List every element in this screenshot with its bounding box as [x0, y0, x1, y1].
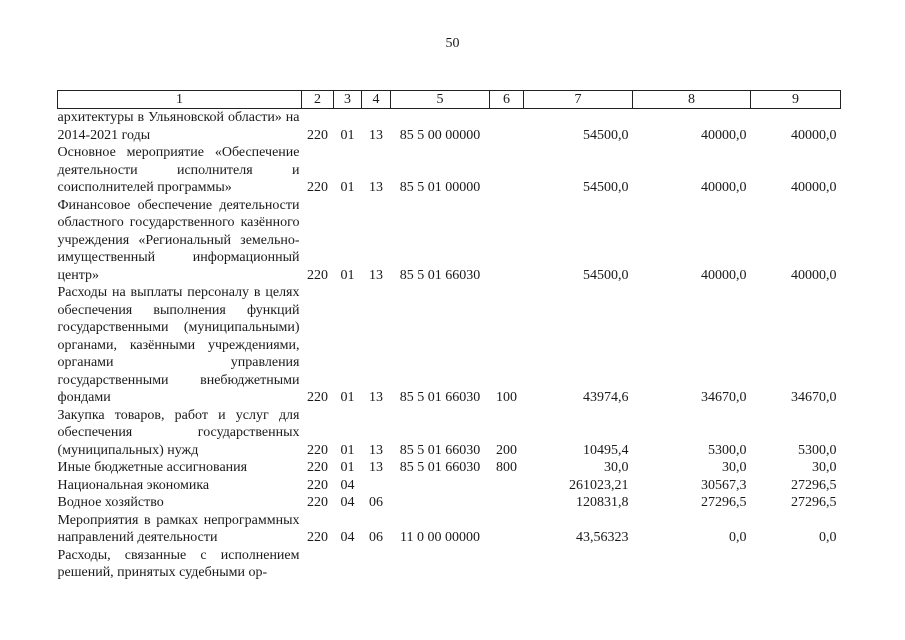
row-amount-9: 0,0 — [819, 530, 837, 545]
row-expense-type: 200 — [496, 442, 517, 458]
row-section-code — [334, 547, 362, 582]
table-row — [58, 144, 841, 197]
row-name: Основное мероприятие «Обеспечение деятельности исполнителя и соисполнителей программы» — [57, 145, 300, 195]
row-subsection-code: 13 — [369, 267, 383, 283]
row-section-code: 01 — [340, 267, 355, 283]
row-target-code: 85 5 01 66030 — [399, 390, 481, 405]
header-col-4: 4 — [362, 91, 391, 109]
row-amount-9: 34670,0 — [791, 390, 837, 405]
header-col-6: 6 — [490, 91, 524, 109]
row-subsection-code: 13 — [369, 127, 383, 143]
row-target-code — [391, 494, 490, 512]
row-expense-type — [490, 547, 524, 582]
row-name: Иные бюджетные ассигнования — [57, 460, 248, 475]
table-row — [58, 109, 841, 145]
row-subsection-code: 13 — [369, 442, 383, 458]
row-amount-8: 30567,3 — [701, 477, 747, 493]
row-target-code: 11 0 00 00000 — [400, 530, 480, 545]
row-ministry-code: 220 — [307, 180, 328, 195]
row-ministry-code: 220 — [307, 442, 328, 458]
row-name: Расходы на выплаты персоналу в целях обеспечения выполнения функций государственными (муниципальными) органами, казёнными учреждениями, органами управления государственными внебюджетными фондами — [57, 285, 300, 405]
row-amount-9: 5300,0 — [798, 442, 837, 458]
row-target-code: 85 5 01 00000 — [399, 180, 481, 195]
header-row — [58, 91, 841, 109]
row-section-code: 01 — [340, 460, 355, 475]
row-expense-type — [490, 197, 524, 285]
row-name: Финансовое обеспечение деятельности областного государственного казённого учреждения «Региональный земельно-имущественный информационный центр» — [57, 197, 300, 283]
row-subsection-code: 06 — [369, 530, 383, 545]
row-amount-8: 27296,5 — [701, 495, 747, 510]
row-section-code: 04 — [340, 477, 355, 493]
header-col-5: 5 — [391, 91, 490, 109]
row-name: Национальная экономика — [57, 477, 210, 493]
row-amount-7: 10495,4 — [583, 442, 629, 458]
row-amount-7: 43,56323 — [576, 530, 629, 545]
row-amount-8: 40000,0 — [701, 180, 747, 195]
page-number: 50 — [445, 36, 460, 51]
header-col-7: 7 — [524, 91, 633, 109]
row-amount-7: 261023,21 — [569, 477, 629, 493]
row-name: Мероприятия в рамках непрограммных направлений деятельности — [57, 512, 300, 545]
row-subsection-code: 13 — [369, 390, 383, 405]
table-row — [58, 407, 841, 460]
row-section-code: 04 — [340, 530, 355, 545]
table-row — [58, 512, 841, 547]
row-ministry-code: 220 — [307, 127, 328, 143]
row-amount-9: 40000,0 — [791, 180, 837, 195]
row-amount-8: 5300,0 — [708, 442, 747, 458]
row-ministry-code: 220 — [307, 495, 328, 510]
row-name: Расходы, связанные с исполнением решений, принятых судебными ор- — [57, 547, 300, 580]
header-col-1: 1 — [58, 91, 302, 109]
row-amount-8: 34670,0 — [701, 390, 747, 405]
row-amount-9 — [751, 547, 841, 582]
row-expense-type — [490, 109, 524, 145]
row-target-code: 85 5 01 66030 — [399, 460, 481, 475]
table-header — [58, 91, 841, 109]
row-amount-7: 54500,0 — [583, 127, 629, 143]
table-row — [58, 494, 841, 512]
table-row — [58, 459, 841, 477]
row-subsection-code: 06 — [369, 495, 383, 510]
row-amount-7: 54500,0 — [583, 267, 629, 283]
row-expense-type — [490, 494, 524, 512]
table-row — [58, 477, 841, 495]
row-ministry-code — [302, 547, 334, 582]
row-subsection-code — [362, 477, 391, 495]
row-name: Закупка товаров, работ и услуг для обеспечения государственных (муниципальных) нужд — [57, 407, 300, 458]
table-row — [58, 284, 841, 407]
row-amount-7: 120831,8 — [576, 495, 629, 510]
header-col-2: 2 — [302, 91, 334, 109]
row-amount-8: 0,0 — [729, 530, 747, 545]
header-col-8: 8 — [633, 91, 751, 109]
row-section-code: 04 — [340, 495, 355, 510]
row-target-code — [391, 547, 490, 582]
row-expense-type: 100 — [496, 390, 517, 405]
row-section-code: 01 — [340, 127, 355, 143]
row-target-code: 85 5 01 66030 — [399, 442, 481, 458]
row-expense-type — [490, 144, 524, 197]
row-amount-8: 40000,0 — [701, 127, 747, 143]
table-row — [58, 197, 841, 285]
row-amount-9: 27296,5 — [791, 495, 837, 510]
row-name: архитектуры в Ульяновской области» на 2014-2021 годы — [57, 110, 300, 143]
row-expense-type: 800 — [496, 460, 517, 475]
row-expense-type — [490, 512, 524, 547]
row-amount-7: 54500,0 — [583, 180, 629, 195]
row-subsection-code: 13 — [369, 460, 383, 475]
row-amount-7 — [524, 547, 633, 582]
row-amount-9: 40000,0 — [791, 127, 837, 143]
row-amount-8: 30,0 — [722, 460, 747, 475]
table-body — [58, 109, 841, 582]
row-name: Водное хозяйство — [57, 495, 164, 510]
table-row — [58, 547, 841, 582]
row-amount-7: 43974,6 — [583, 390, 629, 405]
row-target-code — [391, 477, 490, 495]
row-subsection-code — [362, 547, 391, 582]
row-ministry-code: 220 — [307, 460, 328, 475]
row-ministry-code: 220 — [307, 267, 328, 283]
row-amount-8 — [633, 547, 751, 582]
row-section-code: 01 — [340, 442, 355, 458]
row-ministry-code: 220 — [307, 530, 328, 545]
header-col-9: 9 — [751, 91, 841, 109]
header-col-3: 3 — [334, 91, 362, 109]
row-amount-8: 40000,0 — [701, 267, 747, 283]
row-target-code: 85 5 00 00000 — [399, 127, 481, 143]
row-expense-type — [490, 477, 524, 495]
row-target-code: 85 5 01 66030 — [399, 267, 481, 283]
row-amount-7: 30,0 — [604, 460, 629, 475]
row-subsection-code: 13 — [369, 180, 383, 195]
row-amount-9: 30,0 — [812, 460, 837, 475]
row-ministry-code: 220 — [307, 477, 328, 493]
row-amount-9: 40000,0 — [791, 267, 837, 283]
row-section-code: 01 — [340, 390, 355, 405]
row-section-code: 01 — [340, 180, 355, 195]
budget-table — [57, 90, 841, 582]
row-ministry-code: 220 — [307, 390, 328, 405]
row-amount-9: 27296,5 — [791, 477, 837, 493]
